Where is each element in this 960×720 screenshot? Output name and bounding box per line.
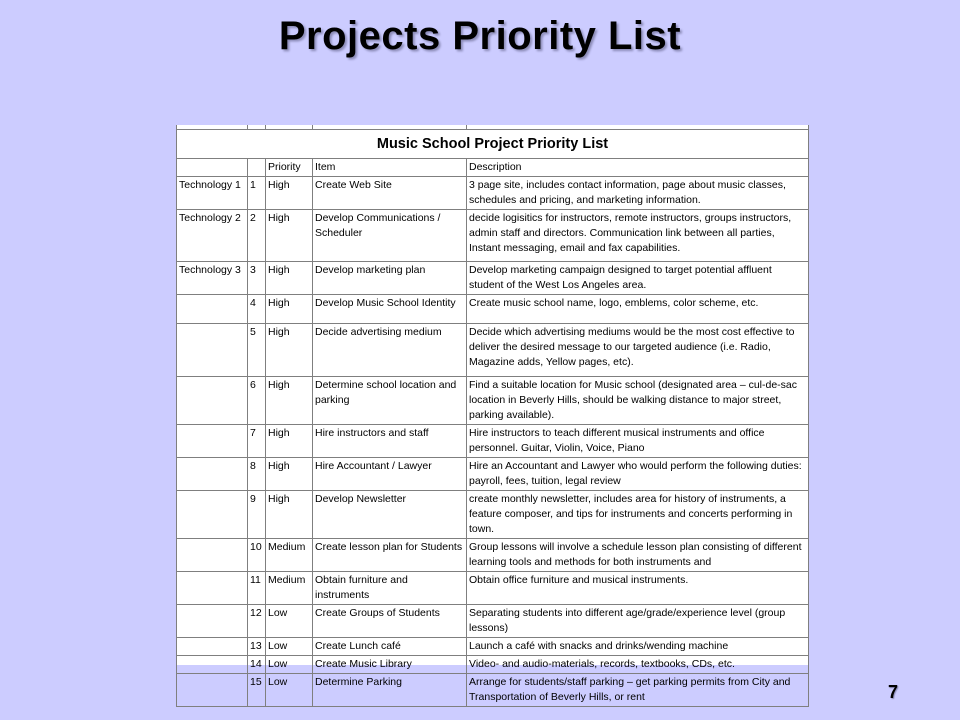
row-priority-cell: High (266, 425, 313, 458)
table-caption-row (177, 130, 809, 159)
priority-table (176, 125, 809, 707)
row-item-cell: Hire instructors and staff (313, 425, 467, 458)
row-item-cell: Create lesson plan for Students (313, 539, 467, 572)
row-item-cell: Hire Accountant / Lawyer (313, 458, 467, 491)
row-group-cell (177, 605, 248, 638)
row-priority-cell: High (266, 377, 313, 425)
table-row (177, 491, 809, 539)
header-item: Item (313, 159, 467, 177)
row-number-cell: 4 (248, 295, 266, 324)
row-priority-cell: High (266, 210, 313, 262)
row-description-cell: Launch a café with snacks and drinks/wending machine (467, 638, 809, 656)
row-item-cell: Create Groups of Students (313, 605, 467, 638)
row-group-cell (177, 458, 248, 491)
spreadsheet-image (176, 125, 808, 703)
row-description-cell: Arrange for students/staff parking – get parking permits from City and Transportation of Beverly Hills, or rent (467, 674, 809, 707)
row-item-cell: Develop Music School Identity (313, 295, 467, 324)
row-group-cell: Technology 1 (177, 177, 248, 210)
row-group-cell: Technology 3 (177, 262, 248, 295)
row-item-cell: Create Music Library (313, 656, 467, 674)
table-row (177, 262, 809, 295)
row-number-cell: 3 (248, 262, 266, 295)
row-item-cell: Develop Communications / Scheduler (313, 210, 467, 262)
row-description-cell: Separating students into different age/grade/experience level (group lessons) (467, 605, 809, 638)
row-priority-cell: Low (266, 638, 313, 656)
table-row (177, 638, 809, 656)
row-description-cell: decide logisitics for instructors, remote instructors, groups instructors, admin staff and directors. Communication link between all parties, Instant messaging, email and fax capabilities. (467, 210, 809, 262)
table-row (177, 674, 809, 707)
table-row (177, 572, 809, 605)
row-priority-cell: High (266, 295, 313, 324)
row-number-cell: 15 (248, 674, 266, 707)
row-group-cell (177, 295, 248, 324)
row-description-cell: Hire an Accountant and Lawyer who would perform the following duties: payroll, fees, tuition, legal review (467, 458, 809, 491)
header-group (177, 159, 248, 177)
row-item-cell: Obtain furniture and instruments (313, 572, 467, 605)
row-number-cell: 14 (248, 656, 266, 674)
table-row (177, 295, 809, 324)
slide-title: Projects Priority List (278, 14, 682, 58)
table-row (177, 605, 809, 638)
row-priority-cell: High (266, 324, 313, 377)
row-description-cell: Find a suitable location for Music school (designated area – cul-de-sac location in Beverly Hills, should be walking distance to major street, parking available). (467, 377, 809, 425)
row-group-cell (177, 324, 248, 377)
table-row (177, 177, 809, 210)
row-group-cell: Technology 2 (177, 210, 248, 262)
row-priority-cell: Low (266, 605, 313, 638)
table-row (177, 324, 809, 377)
row-description-cell: Develop marketing campaign designed to target potential affluent student of the West Los Angeles area. (467, 262, 809, 295)
row-description-cell: 3 page site, includes contact information, page about music classes, schedules and pricing, and marketing information. (467, 177, 809, 210)
row-description-cell: Create music school name, logo, emblems, color scheme, etc. (467, 295, 809, 324)
row-description-cell: Hire instructors to teach different musical instruments and office personnel. Guitar, Violin, Voice, Piano (467, 425, 809, 458)
row-priority-cell: High (266, 491, 313, 539)
row-priority-cell: Medium (266, 572, 313, 605)
row-number-cell: 6 (248, 377, 266, 425)
row-item-cell: Decide advertising medium (313, 324, 467, 377)
row-priority-cell: High (266, 177, 313, 210)
row-description-cell: Decide which advertising mediums would be the most cost effective to deliver the desired message to our targeted audience (i.e. Radio, Magazine adds, Yellow pages, etc). (467, 324, 809, 377)
header-priority: Priority (266, 159, 313, 177)
row-number-cell: 11 (248, 572, 266, 605)
row-item-cell: Develop marketing plan (313, 262, 467, 295)
row-group-cell (177, 638, 248, 656)
row-number-cell: 13 (248, 638, 266, 656)
row-group-cell (177, 491, 248, 539)
row-group-cell (177, 425, 248, 458)
row-group-cell (177, 377, 248, 425)
row-number-cell: 1 (248, 177, 266, 210)
row-description-cell: Obtain office furniture and musical instruments. (467, 572, 809, 605)
row-description-cell: Group lessons will involve a schedule lesson plan consisting of different learning tools and methods for both instruments and (467, 539, 809, 572)
row-number-cell: 8 (248, 458, 266, 491)
row-item-cell: Determine school location and parking (313, 377, 467, 425)
row-item-cell: Create Web Site (313, 177, 467, 210)
header-description: Description (467, 159, 809, 177)
row-group-cell (177, 572, 248, 605)
page-number: 7 (888, 682, 899, 702)
row-number-cell: 10 (248, 539, 266, 572)
header-row (177, 159, 809, 177)
row-priority-cell: High (266, 458, 313, 491)
table-row (177, 210, 809, 262)
row-group-cell (177, 539, 248, 572)
table-row (177, 656, 809, 674)
row-item-cell: Develop Newsletter (313, 491, 467, 539)
row-description-cell: Video- and audio-materials, records, textbooks, CDs, etc. (467, 656, 809, 674)
row-number-cell: 5 (248, 324, 266, 377)
row-number-cell: 9 (248, 491, 266, 539)
header-number (248, 159, 266, 177)
row-item-cell: Create Lunch café (313, 638, 467, 656)
row-priority-cell: Low (266, 656, 313, 674)
table-row (177, 425, 809, 458)
row-item-cell: Determine Parking (313, 674, 467, 707)
row-priority-cell: Low (266, 674, 313, 707)
row-group-cell (177, 656, 248, 674)
table-row (177, 458, 809, 491)
table-caption: Music School Project Priority List (177, 130, 809, 159)
row-priority-cell: High (266, 262, 313, 295)
row-number-cell: 2 (248, 210, 266, 262)
row-priority-cell: Medium (266, 539, 313, 572)
row-group-cell (177, 674, 248, 707)
table-row (177, 539, 809, 572)
table-row (177, 377, 809, 425)
row-number-cell: 7 (248, 425, 266, 458)
row-number-cell: 12 (248, 605, 266, 638)
row-description-cell: create monthly newsletter, includes area for history of instruments, a feature composer, and tips for instruments and concerts performing in town. (467, 491, 809, 539)
